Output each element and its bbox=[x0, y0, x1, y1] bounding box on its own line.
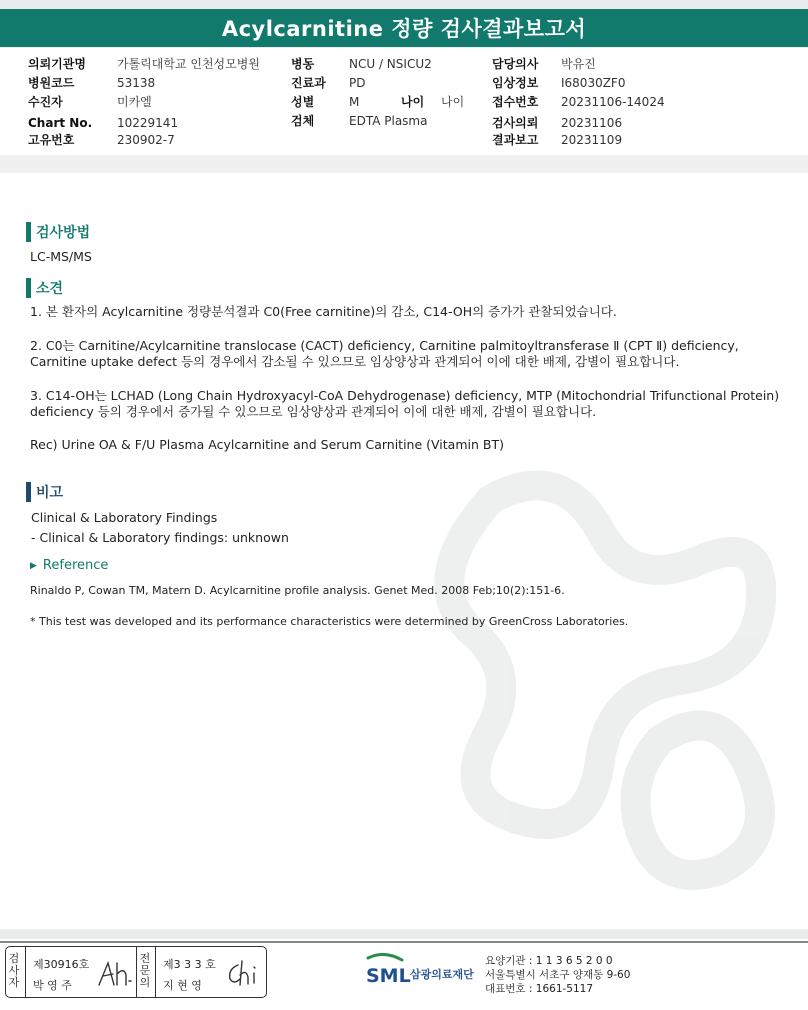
header-label: 수진자 bbox=[28, 95, 63, 109]
signer-role-label: 전문의 bbox=[139, 952, 151, 989]
header-value: 미카엘 bbox=[117, 95, 152, 109]
signature-divider bbox=[155, 947, 156, 997]
header-label: 검체 bbox=[291, 114, 315, 128]
signature-1-handwriting-icon bbox=[96, 959, 134, 989]
method-heading: 검사방법 bbox=[36, 225, 91, 241]
header-value: 20231109 bbox=[561, 133, 623, 147]
header-label: 고유번호 bbox=[28, 133, 75, 147]
finding-paragraph-2: 2. C0는 Carnitine/Acylcarnitine translocase (CACT) deficiency, Carnitine palmitoyltransferase Ⅱ (CPT Ⅱ) deficiency, Carnitine uptake defect 등의 경우에서 감소될 수 있으므로 임상양상과 관계되어 이에 대한 배제, 감별이 필요합니다. bbox=[30, 338, 739, 369]
organization-info bbox=[485, 954, 630, 996]
findings-section-heading bbox=[26, 278, 63, 298]
header-label: 나이 bbox=[401, 95, 425, 109]
header-value: 가톨릭대학교 인천성모병원 bbox=[117, 57, 260, 71]
header-label: 임상정보 bbox=[492, 76, 539, 90]
remarks-heading: 비고 bbox=[36, 485, 64, 501]
signature-divider bbox=[136, 947, 137, 997]
sml-logo-icon bbox=[364, 952, 484, 992]
signer-role-label: 검사자 bbox=[8, 952, 20, 989]
signature-2-handwriting-icon bbox=[224, 957, 262, 989]
remarks-section-heading bbox=[26, 482, 63, 502]
method-value: LC-MS/MS bbox=[30, 249, 92, 264]
method-section-heading bbox=[26, 222, 90, 242]
header-value: I68030ZF0 bbox=[561, 76, 626, 90]
remarks-line-1: Clinical & Laboratory Findings bbox=[31, 510, 218, 525]
svg-text:삼광의료재단: 삼광의료재단 bbox=[410, 968, 474, 981]
header-label: 담당의사 bbox=[492, 57, 539, 71]
findings-heading: 소견 bbox=[36, 281, 64, 297]
signer-license: 제3 3 3 호 bbox=[163, 958, 216, 971]
header-label: 병동 bbox=[291, 57, 315, 71]
header-label: 병원코드 bbox=[28, 76, 75, 90]
header-value: 10229141 bbox=[117, 116, 179, 130]
reference-citation: Rinaldo P, Cowan TM, Matern D. Acylcarnitine profile analysis. Genet Med. 2008 Feb;10(2):151-6. bbox=[30, 584, 565, 597]
triangle-right-icon: ▶ bbox=[30, 560, 37, 571]
finding-paragraph-3: 3. C14-OH는 LCHAD (Long Chain Hydroxyacyl-CoA Dehydrogenase) deficiency, MTP (Mitochondrial Trifunctional Protein) deficiency 등의 경우에서 증가될 수 있으므로 임상양상과 관계되어 이에 대한 배제, 감별이 필요합니다. bbox=[30, 388, 780, 419]
svg-text:SML: SML bbox=[366, 965, 411, 987]
header-value: 나이 bbox=[441, 95, 465, 109]
lab-disclaimer: * This test was developed and its performance characteristics were determined by GreenCross Laboratories. bbox=[30, 615, 629, 628]
header-value: PD bbox=[349, 76, 366, 90]
header-label: Chart No. bbox=[28, 116, 93, 130]
signature-divider bbox=[25, 947, 26, 997]
cross-watermark-icon bbox=[430, 440, 808, 900]
header-value: 20231106 bbox=[561, 116, 623, 130]
remarks-line-2: - Clinical & Laboratory findings: unknown bbox=[31, 530, 289, 545]
header-label: 검사의뢰 bbox=[492, 116, 539, 130]
section-marker bbox=[26, 278, 31, 298]
header-value: NCU / NSICU2 bbox=[349, 57, 432, 71]
org-info-line: 서울특별시 서초구 양재동 9-60 bbox=[485, 969, 631, 981]
header-label: 진료과 bbox=[291, 76, 326, 90]
header-label: 의뢰기관명 bbox=[28, 57, 86, 71]
header-value: M bbox=[349, 95, 360, 109]
header-value: EDTA Plasma bbox=[349, 114, 428, 128]
header-separator bbox=[0, 155, 808, 173]
finding-paragraph-1: 1. 본 환자의 Acylcarnitine 정량분석결과 C0(Free carnitine)의 감소, C14-OH의 증가가 관찰되었습니다. bbox=[30, 304, 617, 319]
footer-band bbox=[0, 929, 808, 939]
section-marker bbox=[26, 222, 31, 242]
signer-name: 박 영 주 bbox=[33, 979, 72, 992]
section-marker bbox=[26, 482, 31, 502]
signer-license: 제30916호 bbox=[33, 958, 90, 971]
header-label: 결과보고 bbox=[492, 133, 539, 147]
report-title: Acylcarnitine 정량 검사결과보고서 bbox=[0, 9, 808, 47]
signer-name: 지 현 영 bbox=[163, 979, 202, 992]
org-info-line: 대표번호 : 1661-5117 bbox=[485, 983, 594, 995]
reference-heading bbox=[30, 558, 108, 573]
header-value: 20231106-14024 bbox=[561, 95, 665, 109]
header-value: 박유진 bbox=[561, 57, 596, 71]
header-label: 성별 bbox=[291, 95, 315, 109]
signature-box bbox=[5, 946, 267, 998]
header-label: 접수번호 bbox=[492, 95, 539, 109]
org-info-line: 요양기관 : 1 1 3 6 5 2 0 0 bbox=[485, 955, 613, 967]
footer-divider bbox=[0, 941, 808, 943]
recommendation-text: Rec) Urine OA & F/U Plasma Acylcarnitine and Serum Carnitine (Vitamin BT) bbox=[30, 437, 504, 452]
reference-heading-label: Reference bbox=[42, 558, 109, 573]
header-value: 230902-7 bbox=[117, 133, 175, 147]
patient-info-grid bbox=[0, 55, 808, 155]
header-value: 53138 bbox=[117, 76, 156, 90]
